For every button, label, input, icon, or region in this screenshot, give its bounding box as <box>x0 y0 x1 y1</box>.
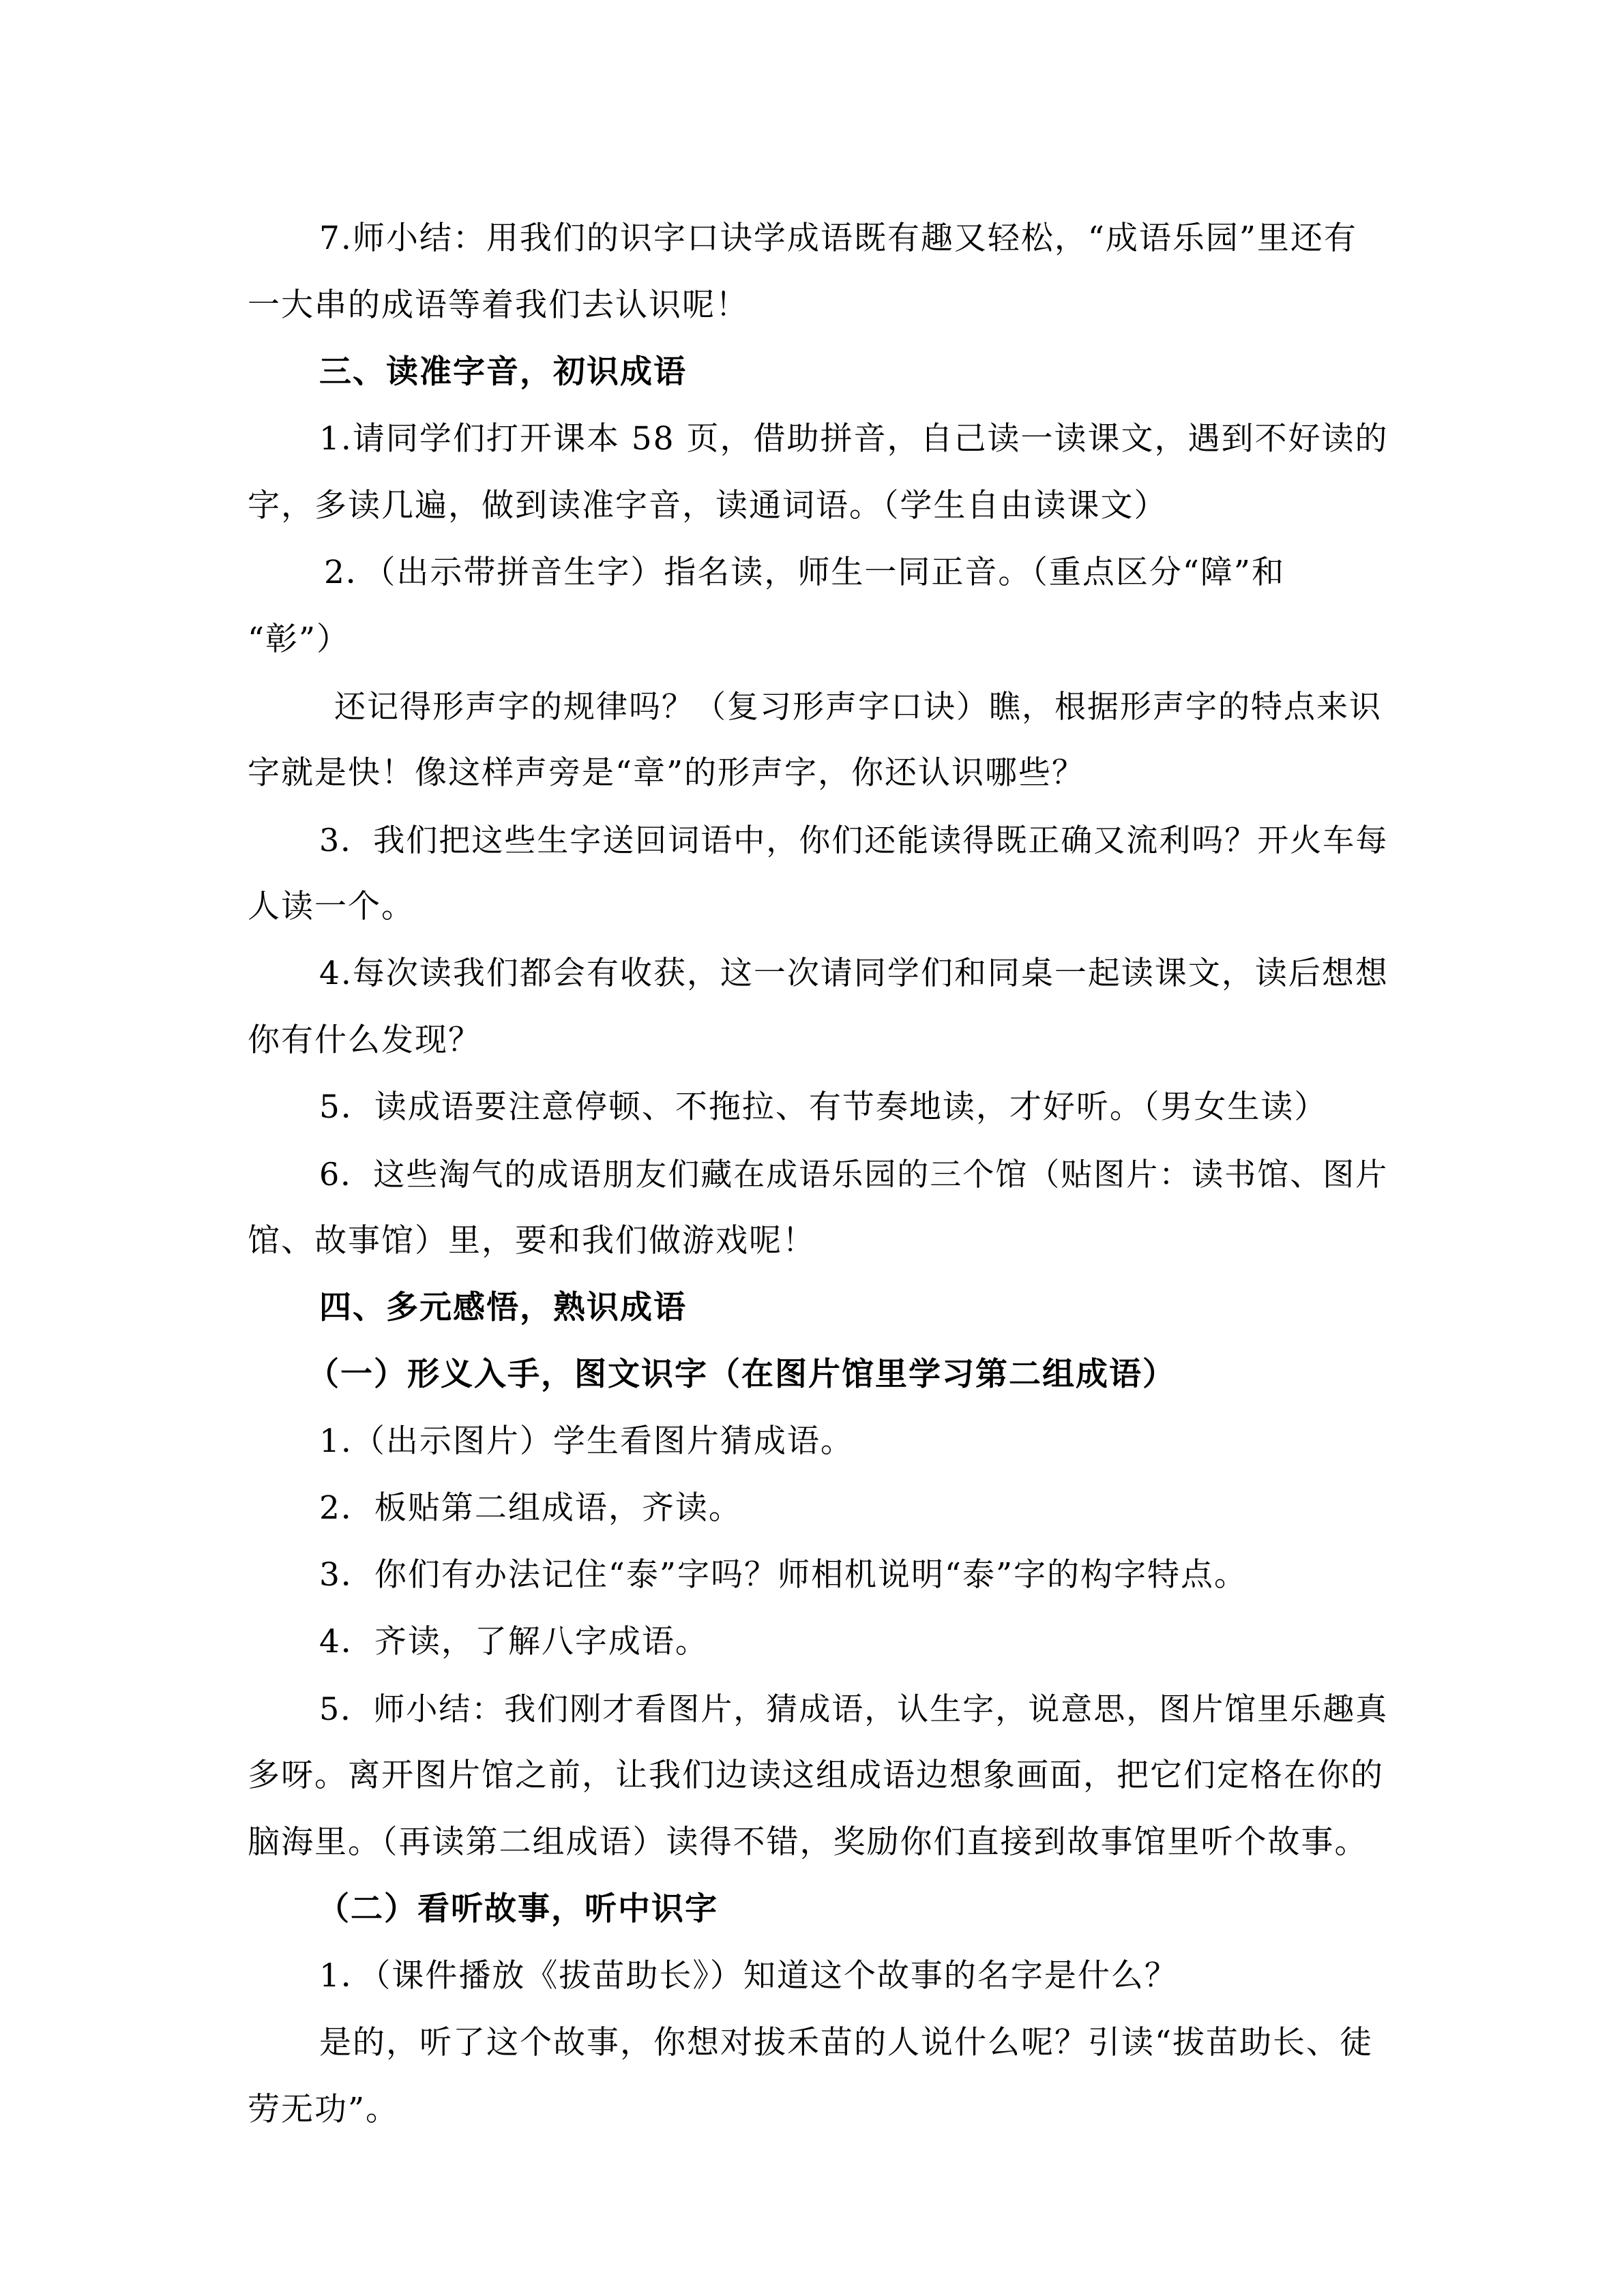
text-line: 1.请同学们打开课本 58 页，借助拼音，自己读一读课文，遇到不好读的 <box>319 420 1389 458</box>
text-line: 人读一个。 <box>248 888 415 925</box>
section-heading: 四、多元感悟，熟识成语 <box>319 1289 687 1326</box>
text-line: 你有什么发现？ <box>248 1022 482 1059</box>
text-line: 劳无功”。 <box>248 2091 400 2128</box>
text-line: 5．读成语要注意停顿、不拖拉、有节奏地读，才好听。（男女生读） <box>319 1088 1328 1126</box>
subsection-heading: （二）看听故事，听中识字 <box>317 1890 718 1928</box>
text-line: 多呀。离开图片馆之前，让我们边读这组成语边想象画面，把它们定格在你的 <box>248 1757 1384 1794</box>
text-line: 6．这些淘气的成语朋友们藏在成语乐园的三个馆（贴图片：读书馆、图片 <box>319 1156 1389 1193</box>
section-heading: 三、读准字音，初识成语 <box>319 353 687 391</box>
text-line: 7.师小结：用我们的识字口诀学成语既有趣又轻松，“成语乐园”里还有 <box>319 220 1357 257</box>
text-line: 一大串的成语等着我们去认识呢！ <box>248 286 749 324</box>
text-line: 还记得形声字的规律吗？（复习形声字口诀）瞧，根据形声字的特点来识 <box>334 688 1382 725</box>
text-line: 馆、故事馆）里，要和我们做游戏呢！ <box>248 1222 816 1259</box>
text-line: 1．（课件播放《拔苗助长》）知道这个故事的名字是什么？ <box>319 1957 1178 1995</box>
text-line: 4.每次读我们都会有收获，这一次请同学们和同桌一起读课文，读后想想 <box>319 955 1389 992</box>
text-line: 2．板贴第二组成语，齐读。 <box>319 1489 742 1527</box>
text-line: 是的，听了这个故事，你想对拔禾苗的人说什么呢？引读“拔苗助长、徒 <box>319 2024 1374 2061</box>
text-line: 字，多读几遍，做到读准字音，读通词语。（学生自由读课文） <box>248 487 1168 524</box>
text-line: 5．师小结：我们刚才看图片，猜成语，认生字，说意思，图片馆里乐趣真 <box>319 1690 1389 1727</box>
text-line: 3．我们把这些生字送回词语中，你们还能读得既正确又流利吗？开火车每 <box>319 822 1389 859</box>
text-line: 2．（出示带拼音生字）指名读，师生一同正音。（重点区分“障”和 <box>324 554 1285 591</box>
text-line: 脑海里。（再读第二组成语）读得不错，奖励你们直接到故事馆里听个故事。 <box>248 1823 1368 1861</box>
text-line: “彰”） <box>248 621 351 658</box>
text-line: 3．你们有办法记住“泰”字吗？师相机说明“泰”字的构字特点。 <box>319 1556 1248 1594</box>
text-line: 1.（出示图片）学生看图片猜成语。 <box>319 1422 854 1460</box>
text-line: 4．齐读，了解八字成语。 <box>319 1623 709 1660</box>
text-line: 字就是快！像这样声旁是“章”的形声字，你还认识哪些？ <box>248 754 1086 792</box>
subsection-heading: （一）形义入手，图文识字（在图片馆里学习第二组成语） <box>307 1356 1176 1393</box>
